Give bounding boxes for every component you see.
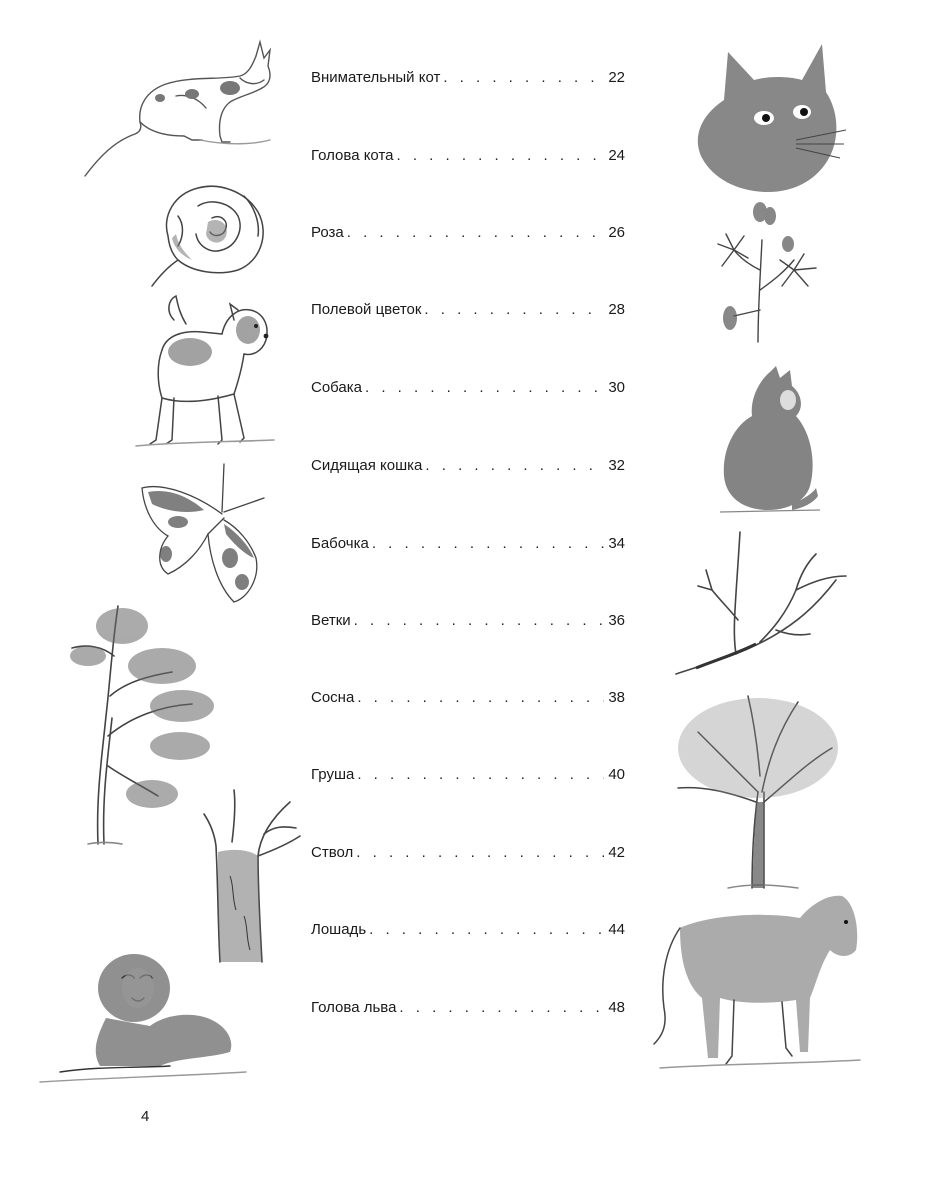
cat-head-illustration bbox=[684, 40, 848, 196]
toc-entry[interactable] bbox=[311, 298, 625, 322]
toc-dot-leader bbox=[372, 532, 604, 556]
tree-trunk-illustration bbox=[204, 786, 300, 964]
pear-tree-illustration bbox=[668, 692, 848, 894]
toc-entry[interactable] bbox=[311, 686, 625, 710]
pear-tree-sketch-icon bbox=[668, 692, 848, 894]
toc-entry-page: 44 bbox=[608, 921, 625, 938]
toc-dot-leader bbox=[399, 996, 604, 1020]
wildflower-illustration bbox=[704, 200, 822, 346]
toc-entry[interactable] bbox=[311, 841, 625, 865]
dog-illustration bbox=[126, 290, 278, 450]
toc-dot-leader bbox=[369, 918, 604, 942]
horse-illustration bbox=[650, 888, 864, 1076]
page-number: 4 bbox=[141, 1108, 150, 1125]
sitting-cat-illustration bbox=[720, 364, 820, 514]
toc-entry-page: 22 bbox=[608, 69, 625, 86]
sitting-cat-sketch-icon bbox=[720, 364, 820, 514]
toc-dot-leader bbox=[397, 144, 605, 168]
cat-head-sketch-icon bbox=[684, 40, 848, 196]
toc-dot-leader bbox=[365, 376, 604, 400]
toc-entry-page: 30 bbox=[608, 379, 625, 396]
toc-entry-page: 36 bbox=[608, 612, 625, 629]
rose-sketch-icon bbox=[148, 176, 276, 286]
toc-dot-leader bbox=[424, 298, 604, 322]
toc-entry[interactable] bbox=[311, 66, 625, 90]
toc-entry-page: 24 bbox=[608, 147, 625, 164]
toc-entry-title: Собака bbox=[311, 379, 362, 396]
toc-dot-leader bbox=[356, 841, 604, 865]
toc-dot-leader bbox=[357, 686, 604, 710]
toc-entry[interactable] bbox=[311, 144, 625, 168]
tree-trunk-sketch-icon bbox=[204, 786, 300, 964]
toc-entry-page: 38 bbox=[608, 689, 625, 706]
toc-entry-title: Голова кота bbox=[311, 147, 394, 164]
toc-dot-leader bbox=[425, 454, 604, 478]
rose-illustration bbox=[148, 176, 276, 286]
toc-entry[interactable] bbox=[311, 918, 625, 942]
toc-dot-leader bbox=[357, 763, 604, 787]
toc-dot-leader bbox=[443, 66, 604, 90]
pine-tree-sketch-icon bbox=[62, 586, 222, 848]
toc-entry[interactable] bbox=[311, 532, 625, 556]
toc-entry[interactable] bbox=[311, 609, 625, 633]
wildflower-sketch-icon bbox=[704, 200, 822, 346]
toc-entry-page: 32 bbox=[608, 457, 625, 474]
toc-dot-leader bbox=[347, 221, 605, 245]
toc-entry-page: 26 bbox=[608, 224, 625, 241]
toc-entry-title: Сосна bbox=[311, 689, 355, 706]
lion-illustration bbox=[40, 948, 248, 1086]
cat-crouching-illustration bbox=[80, 36, 275, 184]
toc-entry-page: 28 bbox=[608, 301, 625, 318]
branches-sketch-icon bbox=[676, 530, 852, 680]
dog-sketch-icon bbox=[126, 290, 278, 450]
toc-entry-title: Груша bbox=[311, 766, 355, 783]
toc-entry-title: Внимательный кот bbox=[311, 69, 441, 86]
toc-entry[interactable] bbox=[311, 763, 625, 787]
pine-tree-illustration bbox=[62, 586, 222, 848]
toc-entry-title: Голова льва bbox=[311, 999, 397, 1016]
toc-entry-title: Бабочка bbox=[311, 535, 369, 552]
toc-entry-title: Роза bbox=[311, 224, 344, 241]
toc-entry-title: Ствол bbox=[311, 844, 354, 861]
toc-entry-page: 34 bbox=[608, 535, 625, 552]
toc-entry[interactable] bbox=[311, 996, 625, 1020]
horse-sketch-icon bbox=[650, 888, 864, 1076]
toc-entry[interactable] bbox=[311, 221, 625, 245]
toc-entry-page: 42 bbox=[608, 844, 625, 861]
toc-entry-title: Лошадь bbox=[311, 921, 367, 938]
toc-entry-page: 48 bbox=[608, 999, 625, 1016]
toc-entry-title: Ветки bbox=[311, 612, 351, 629]
lion-sketch-icon bbox=[40, 948, 248, 1086]
toc-entry-title: Сидящая кошка bbox=[311, 457, 423, 474]
toc-entry-page: 40 bbox=[608, 766, 625, 783]
toc-entry[interactable] bbox=[311, 454, 625, 478]
toc-entry[interactable] bbox=[311, 376, 625, 400]
toc-entry-title: Полевой цветок bbox=[311, 301, 422, 318]
branches-illustration bbox=[676, 530, 852, 680]
cat-crouching-sketch-icon bbox=[80, 36, 275, 184]
toc-dot-leader bbox=[354, 609, 605, 633]
